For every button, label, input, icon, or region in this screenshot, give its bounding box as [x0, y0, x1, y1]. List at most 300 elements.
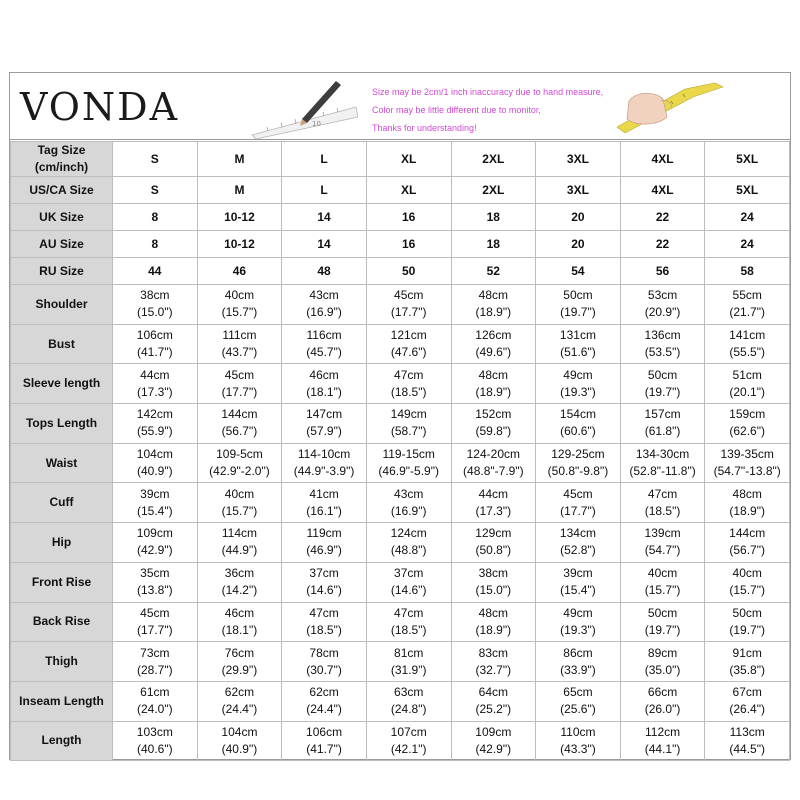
- brand-logo: VONDA: [20, 85, 180, 129]
- inch-value: (19.3"): [560, 384, 596, 399]
- inch-value: (14.6"): [306, 583, 342, 598]
- measure-cell: [451, 483, 536, 523]
- inch-value: (26.0"): [644, 702, 681, 717]
- measure-cell: [282, 404, 367, 444]
- size-chart: [9, 72, 791, 760]
- size-cell: 24: [705, 204, 790, 231]
- measure-cell: [282, 523, 367, 563]
- measure-cell: [451, 562, 536, 602]
- inch-value: (57.9"): [306, 424, 342, 439]
- cm-value: 40cm: [647, 566, 678, 581]
- size-cell: 5XL: [705, 142, 790, 177]
- inch-value: (17.7"): [221, 384, 258, 399]
- cm-value: 66cm: [647, 685, 678, 700]
- cm-value: 43cm: [309, 288, 339, 303]
- measure-cell: [536, 602, 621, 642]
- row-label: Tag Size (cm/inch): [11, 142, 113, 177]
- inch-value: (48.8"): [390, 543, 427, 558]
- cm-value: 35cm: [140, 566, 170, 581]
- measure-cell: [113, 721, 198, 761]
- measure-cell: [620, 483, 705, 523]
- cm-value: 65cm: [563, 685, 593, 700]
- cm-value: 139-35cm: [720, 447, 774, 462]
- cm-value: 134cm: [559, 526, 596, 541]
- cm-value: 38cm: [478, 566, 508, 581]
- measure-cell: [536, 562, 621, 602]
- measure-cell: [620, 404, 705, 444]
- table-row: [11, 204, 790, 231]
- inch-value: (44.9"-3.9"): [293, 464, 355, 479]
- cm-value: 44cm: [140, 367, 170, 382]
- measure-cell: [705, 721, 790, 761]
- measure-cell: [536, 721, 621, 761]
- table-row: [11, 602, 790, 642]
- cm-value: 109-5cm: [216, 447, 263, 462]
- measure-cell: [620, 285, 705, 325]
- inch-value: (28.7"): [137, 662, 173, 677]
- measure-cell: [705, 364, 790, 404]
- measure-cell: [620, 721, 705, 761]
- inch-value: (45.7"): [306, 345, 342, 360]
- cm-value: 51cm: [732, 367, 762, 382]
- size-cell: XL: [366, 177, 451, 204]
- inch-value: (16.9"): [390, 503, 427, 518]
- size-cell: 22: [620, 204, 705, 231]
- inch-value: (35.0"): [644, 662, 681, 677]
- cm-value: 114-10cm: [297, 447, 351, 462]
- cm-value: 129-25cm: [551, 447, 605, 462]
- measure-cell: [282, 364, 367, 404]
- inch-value: (25.6"): [560, 702, 596, 717]
- measure-cell: [366, 681, 451, 721]
- measure-cell: [197, 324, 282, 364]
- inch-value: (18.9"): [729, 503, 765, 518]
- cm-value: 121cm: [390, 328, 427, 343]
- measure-cell: [113, 562, 198, 602]
- inch-value: (14.6"): [390, 583, 427, 598]
- cm-value: 48cm: [478, 605, 508, 620]
- inch-value: (24.4"): [306, 702, 342, 717]
- inch-value: (54.7"): [644, 543, 681, 558]
- cm-value: 50cm: [647, 367, 678, 382]
- measure-cell: [113, 364, 198, 404]
- inch-value: (29.9"): [221, 662, 258, 677]
- size-cell: 14: [282, 204, 367, 231]
- inch-value: (18.5"): [644, 503, 681, 518]
- inch-value: (17.7"): [137, 622, 173, 637]
- inch-value: (42.9"-2.0"): [209, 464, 270, 479]
- inch-value: (44.5"): [729, 741, 765, 756]
- cm-value: 109cm: [475, 724, 512, 739]
- size-cell: 54: [536, 258, 621, 285]
- inch-value: (25.2"): [475, 702, 512, 717]
- size-table: [10, 141, 790, 761]
- inch-value: (40.6"): [137, 741, 173, 756]
- cm-value: 63cm: [394, 685, 424, 700]
- inch-value: (15.7"): [221, 503, 258, 518]
- measure-cell: [451, 324, 536, 364]
- pencil-ruler-icon: [248, 79, 358, 144]
- inch-value: (50.8"-9.8"): [547, 464, 609, 479]
- size-cell: S: [113, 142, 198, 177]
- measure-cell: [620, 443, 705, 483]
- inch-value: (17.7"): [560, 503, 596, 518]
- table-row: [11, 443, 790, 483]
- cm-value: 149cm: [390, 407, 427, 422]
- cm-value: 37cm: [309, 566, 339, 581]
- measure-cell: [366, 364, 451, 404]
- table-row: [11, 404, 790, 444]
- cm-value: 50cm: [647, 605, 678, 620]
- cm-value: 50cm: [563, 288, 593, 303]
- inch-value: (15.0"): [475, 583, 512, 598]
- measure-cell: [282, 562, 367, 602]
- measure-cell: [451, 364, 536, 404]
- table-row: [11, 721, 790, 761]
- measure-cell: [197, 523, 282, 563]
- measure-cell: [282, 642, 367, 682]
- cm-value: 83cm: [478, 645, 508, 660]
- measure-cell: [113, 324, 198, 364]
- measure-cell: [536, 324, 621, 364]
- cm-value: 114cm: [221, 526, 257, 541]
- inch-value: (24.8"): [390, 702, 427, 717]
- cm-value: 116cm: [306, 328, 342, 343]
- size-cell: S: [113, 177, 198, 204]
- row-label: Thigh: [11, 642, 113, 682]
- cm-value: 86cm: [563, 645, 593, 660]
- measure-cell: [366, 642, 451, 682]
- inch-value: (44.1"): [644, 741, 681, 756]
- svg-text:10: 10: [312, 120, 321, 128]
- inch-value: (50.8"): [475, 543, 512, 558]
- cm-value: 144cm: [221, 407, 258, 422]
- cm-value: 44cm: [478, 486, 508, 501]
- inch-value: (56.7"): [729, 543, 765, 558]
- note-line: Color may be little different due to monitor,: [372, 105, 541, 115]
- inch-value: (18.1"): [221, 622, 258, 637]
- measure-cell: [113, 285, 198, 325]
- inch-value: (16.9"): [306, 305, 342, 320]
- measure-cell: [197, 642, 282, 682]
- table-row: [11, 177, 790, 204]
- inch-value: (24.0"): [137, 702, 173, 717]
- measure-cell: [705, 642, 790, 682]
- measure-cell: [197, 721, 282, 761]
- inch-value: (59.8"): [475, 424, 512, 439]
- inch-value: (60.6"): [560, 424, 596, 439]
- table-row: [11, 142, 790, 177]
- size-cell: 8: [113, 204, 198, 231]
- size-cell: 50: [366, 258, 451, 285]
- measure-cell: [536, 642, 621, 682]
- inch-value: (19.3"): [560, 622, 596, 637]
- cm-value: 67cm: [732, 685, 762, 700]
- inch-value: (26.4"): [729, 702, 765, 717]
- cm-value: 113cm: [729, 724, 765, 739]
- inch-value: (19.7"): [644, 622, 681, 637]
- size-cell: 10-12: [197, 204, 282, 231]
- measure-cell: [451, 443, 536, 483]
- inch-value: (19.7"): [560, 305, 596, 320]
- inch-value: (16.1"): [306, 503, 342, 518]
- cm-value: 39cm: [563, 566, 593, 581]
- inch-value: (42.9"): [137, 543, 173, 558]
- cm-value: 110cm: [560, 724, 596, 739]
- measure-cell: [282, 324, 367, 364]
- table-row: [11, 285, 790, 325]
- cm-value: 73cm: [140, 645, 170, 660]
- inch-value: (41.7"): [137, 345, 173, 360]
- measure-cell: [536, 404, 621, 444]
- size-cell: 18: [451, 204, 536, 231]
- inch-value: (53.5"): [644, 345, 681, 360]
- inch-value: (30.7"): [306, 662, 342, 677]
- cm-value: 142cm: [136, 407, 173, 422]
- inch-value: (47.6"): [390, 345, 427, 360]
- size-cell: 18: [451, 231, 536, 258]
- measure-cell: [536, 523, 621, 563]
- inch-value: (15.7"): [729, 583, 765, 598]
- size-cell: L: [282, 177, 367, 204]
- measure-cell: [282, 721, 367, 761]
- table-row: [11, 523, 790, 563]
- cm-value: 39cm: [140, 486, 170, 501]
- measure-cell: [113, 602, 198, 642]
- measure-cell: [705, 562, 790, 602]
- inch-value: (40.9"): [221, 741, 258, 756]
- measure-cell: [536, 443, 621, 483]
- row-label: Shoulder: [11, 285, 113, 325]
- inch-value: (58.7"): [390, 424, 427, 439]
- measure-cell: [705, 681, 790, 721]
- row-label: Length: [11, 721, 113, 761]
- cm-value: 109cm: [136, 526, 173, 541]
- inch-value: (46.9"): [306, 543, 342, 558]
- size-cell: 24: [705, 231, 790, 258]
- cm-value: 89cm: [647, 645, 678, 660]
- measure-cell: [197, 404, 282, 444]
- inch-value: (19.7"): [644, 384, 681, 399]
- inch-value: (35.8"): [729, 662, 765, 677]
- size-cell: 10-12: [197, 231, 282, 258]
- inch-value: (18.5"): [390, 384, 427, 399]
- cm-value: 45cm: [563, 486, 593, 501]
- row-label: UK Size: [11, 204, 113, 231]
- inch-value: (46.9"-5.9"): [378, 464, 439, 479]
- size-cell: 8: [113, 231, 198, 258]
- cm-value: 141cm: [729, 328, 766, 343]
- cm-value: 81cm: [394, 645, 424, 660]
- row-label: Back Rise: [11, 602, 113, 642]
- size-cell: M: [197, 177, 282, 204]
- measure-cell: [451, 285, 536, 325]
- measure-cell: [620, 642, 705, 682]
- size-cell: XL: [366, 142, 451, 177]
- row-label: Hip: [11, 523, 113, 563]
- size-cell: 20: [536, 231, 621, 258]
- measure-cell: [113, 681, 198, 721]
- measure-cell: [536, 681, 621, 721]
- row-label: Inseam Length: [11, 681, 113, 721]
- row-label: Cuff: [11, 483, 113, 523]
- size-cell: 46: [197, 258, 282, 285]
- size-cell: 48: [282, 258, 367, 285]
- cm-value: 91cm: [732, 645, 762, 660]
- inch-value: (43.3"): [560, 741, 596, 756]
- row-label: Tops Length: [11, 404, 113, 444]
- measure-cell: [705, 602, 790, 642]
- measure-cell: [113, 523, 198, 563]
- cm-value: 46cm: [224, 605, 255, 620]
- cm-value: 47cm: [647, 486, 678, 501]
- row-label: AU Size: [11, 231, 113, 258]
- inch-value: (42.9"): [475, 741, 512, 756]
- cm-value: 76cm: [224, 645, 255, 660]
- size-cell: 14: [282, 231, 367, 258]
- cm-value: 48cm: [732, 486, 762, 501]
- cm-value: 48cm: [478, 288, 508, 303]
- measure-cell: [197, 681, 282, 721]
- measure-cell: [197, 443, 282, 483]
- inch-value: (40.9"): [137, 464, 173, 479]
- row-label: US/CA Size: [11, 177, 113, 204]
- cm-value: 40cm: [224, 486, 255, 501]
- cm-value: 43cm: [394, 486, 424, 501]
- table-row: [11, 642, 790, 682]
- inch-value: (24.4"): [221, 702, 258, 717]
- cm-value: 106cm: [136, 328, 173, 343]
- inch-value: (31.9"): [390, 662, 427, 677]
- size-cell: 2XL: [451, 142, 536, 177]
- inch-value: (49.6"): [475, 345, 512, 360]
- cm-value: 152cm: [475, 407, 512, 422]
- banner: [10, 73, 790, 140]
- inch-value: (17.3"): [475, 503, 512, 518]
- cm-value: 147cm: [306, 407, 343, 422]
- size-cell: 3XL: [536, 177, 621, 204]
- inch-value: (18.5"): [306, 622, 342, 637]
- inch-value: (55.9"): [137, 424, 173, 439]
- inch-value: (33.9"): [560, 662, 596, 677]
- cm-value: 139cm: [644, 526, 681, 541]
- measure-cell: [366, 324, 451, 364]
- cm-value: 47cm: [394, 367, 424, 382]
- measure-cell: [451, 642, 536, 682]
- table-row: [11, 681, 790, 721]
- table-row: [11, 258, 790, 285]
- inch-value: (19.7"): [729, 622, 765, 637]
- cm-value: 157cm: [644, 407, 681, 422]
- cm-value: 159cm: [729, 407, 766, 422]
- cm-value: 129cm: [475, 526, 512, 541]
- measure-cell: [113, 642, 198, 682]
- cm-value: 49cm: [563, 367, 593, 382]
- measure-cell: [113, 483, 198, 523]
- inch-value: (54.7"-13.8"): [713, 464, 781, 479]
- cm-value: 50cm: [732, 605, 762, 620]
- disclaimer-notes: [372, 83, 603, 137]
- measure-cell: [366, 285, 451, 325]
- cm-value: 53cm: [647, 288, 678, 303]
- cm-value: 131cm: [559, 328, 596, 343]
- size-cell: M: [197, 142, 282, 177]
- measure-cell: [366, 483, 451, 523]
- inch-value: (15.4"): [137, 503, 173, 518]
- note-line: Size may be 2cm/1 inch inaccuracy due to hand measure,: [372, 87, 604, 97]
- measure-cell: [197, 364, 282, 404]
- size-cell: 52: [451, 258, 536, 285]
- inch-value: (61.8"): [644, 424, 681, 439]
- size-cell: 4XL: [620, 177, 705, 204]
- measure-cell: [620, 364, 705, 404]
- cm-value: 37cm: [394, 566, 424, 581]
- inch-value: (43.7"): [221, 345, 258, 360]
- size-cell: 22: [620, 231, 705, 258]
- inch-value: (55.5"): [729, 345, 765, 360]
- measure-cell: [197, 483, 282, 523]
- cm-value: 124cm: [390, 526, 427, 541]
- cm-value: 126cm: [475, 328, 512, 343]
- measure-cell: [451, 721, 536, 761]
- cm-value: 103cm: [136, 724, 173, 739]
- cm-value: 55cm: [732, 288, 762, 303]
- inch-value: (18.5"): [390, 622, 427, 637]
- size-cell: 56: [620, 258, 705, 285]
- cm-value: 49cm: [563, 605, 593, 620]
- inch-value: (15.7"): [221, 305, 258, 320]
- inch-value: (32.7"): [475, 662, 512, 677]
- inch-value: (15.0"): [137, 305, 173, 320]
- measure-cell: [451, 523, 536, 563]
- inch-value: (41.7"): [306, 741, 342, 756]
- row-label: Sleeve length: [11, 364, 113, 404]
- cm-value: 36cm: [224, 566, 255, 581]
- inch-value: (48.8"-7.9"): [463, 464, 524, 479]
- cm-value: 47cm: [394, 605, 424, 620]
- cm-value: 144cm: [729, 526, 766, 541]
- measure-cell: [705, 285, 790, 325]
- size-cell: 4XL: [620, 142, 705, 177]
- inch-value: (20.1"): [729, 384, 765, 399]
- size-cell: 20: [536, 204, 621, 231]
- inch-value: (13.8"): [137, 583, 173, 598]
- measure-cell: [705, 324, 790, 364]
- cm-value: 62cm: [309, 685, 339, 700]
- cm-value: 111cm: [222, 328, 257, 343]
- measure-cell: [620, 523, 705, 563]
- cm-value: 154cm: [559, 407, 596, 422]
- measure-cell: [705, 523, 790, 563]
- table-row: [11, 562, 790, 602]
- cm-value: 40cm: [732, 566, 762, 581]
- measure-cell: [705, 404, 790, 444]
- measure-cell: [620, 602, 705, 642]
- cm-value: 40cm: [224, 288, 255, 303]
- inch-value: (51.6"): [560, 345, 596, 360]
- inch-value: (17.7"): [390, 305, 427, 320]
- cm-value: 62cm: [224, 685, 255, 700]
- cm-value: 41cm: [309, 486, 339, 501]
- cm-value: 107cm: [390, 724, 427, 739]
- cm-value: 104cm: [221, 724, 258, 739]
- cm-value: 61cm: [140, 685, 170, 700]
- size-cell: 5XL: [705, 177, 790, 204]
- size-cell: L: [282, 142, 367, 177]
- cm-value: 45cm: [224, 367, 255, 382]
- cm-value: 48cm: [478, 367, 508, 382]
- row-label: Bust: [11, 324, 113, 364]
